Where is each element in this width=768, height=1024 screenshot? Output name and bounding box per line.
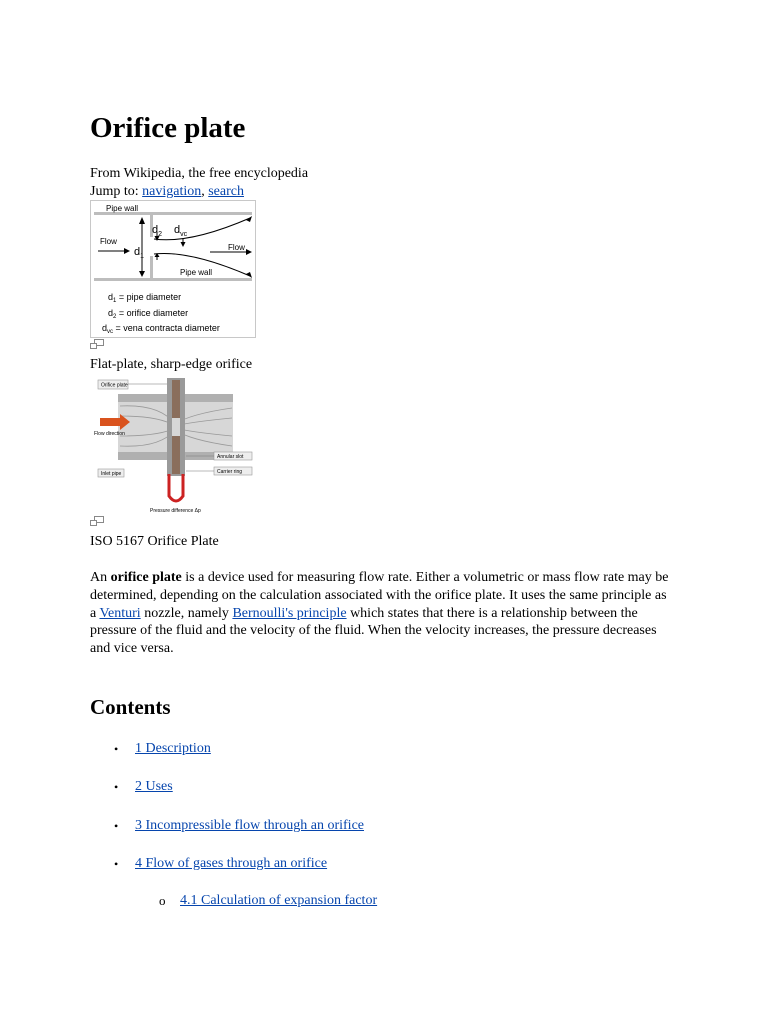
d1-label: $d_1$ (134, 246, 145, 260)
carrier-ring-label: Carrier ring (217, 469, 243, 475)
pressure-difference-label: Pressure difference Δp (150, 508, 201, 514)
jump-separator: , (201, 184, 209, 199)
flow-direction-arrow (100, 418, 120, 426)
bernoulli-link[interactable]: Bernoulli's principle (232, 605, 347, 621)
toc-link-uses[interactable]: 2 Uses (135, 779, 173, 794)
pipe-wall-top-label: Pipe wall (106, 204, 139, 213)
flow-direction-label: Flow direction (94, 431, 125, 437)
figure2-caption: ISO 5167 Orifice Plate (90, 534, 219, 549)
pipe-wall-bottom-label: Pipe wall (180, 268, 213, 277)
jump-links (90, 183, 244, 201)
dvc-label: $d_{vc}$ (174, 224, 188, 238)
venturi-link[interactable]: Venturi (99, 605, 141, 621)
flow-right-label: Flow (228, 243, 245, 252)
toc-link-incompressible-flow[interactable]: 3 Incompressible flow through an orifice (135, 818, 364, 833)
legend-d1: $d_1$ = pipe diameter (108, 292, 182, 304)
enlarge-icon[interactable] (90, 516, 104, 526)
iso-orifice-plate-diagram[interactable] (90, 374, 258, 514)
toc-link-gas-flow[interactable]: 4 Flow of gases through an orifice (135, 856, 328, 871)
search-link[interactable]: search (208, 184, 244, 199)
legend-dvc: $d_{vc}$ = vena contracta diameter (102, 323, 220, 335)
manometer-tube (169, 474, 183, 501)
toc-link-expansion-factor[interactable]: 4.1 Calculation of expansion factor (180, 893, 378, 908)
navigation-link[interactable]: navigation (142, 184, 202, 199)
enlarge-icon[interactable] (90, 339, 104, 349)
orifice-diagram[interactable] (90, 200, 256, 338)
term-orifice-plate: orifice plate (110, 570, 182, 585)
pipe-wall-bottom (94, 278, 252, 281)
d2-label: $d_2$ (152, 224, 163, 238)
contents-heading: Contents (90, 695, 171, 719)
orifice-plate-lower (150, 256, 153, 278)
tagline: From Wikipedia, the free encyclopedia (90, 166, 309, 181)
legend-d2: $d_2$ = orifice diameter (108, 308, 189, 320)
figure1-caption: Flat-plate, sharp-edge orifice (90, 357, 253, 372)
toc-link-description[interactable]: 1 Description (135, 741, 211, 756)
orifice-plate-label: Orifice plate (101, 382, 128, 389)
page-title: Orifice plate (90, 112, 246, 144)
intro-paragraph: An orifice plate is a device used for measuring flow rate. Either a volumetric or mass flow rate may be determined, depending on the calculation associated with the orifice plate. It uses the same principle as a Venturi nozzle, namely Bernoulli's principle which states that there is a relationship between the pressure of the fluid and the velocity of the fluid. When the velocity increases, the pressure decreases and vice versa. (90, 570, 669, 657)
inlet-pipe-label: Inlet pipe (101, 471, 122, 477)
annular-slot-label: Annular slot (217, 454, 244, 460)
flow-left-label: Flow (100, 237, 117, 246)
jump-to-label: Jump to: (90, 184, 143, 199)
